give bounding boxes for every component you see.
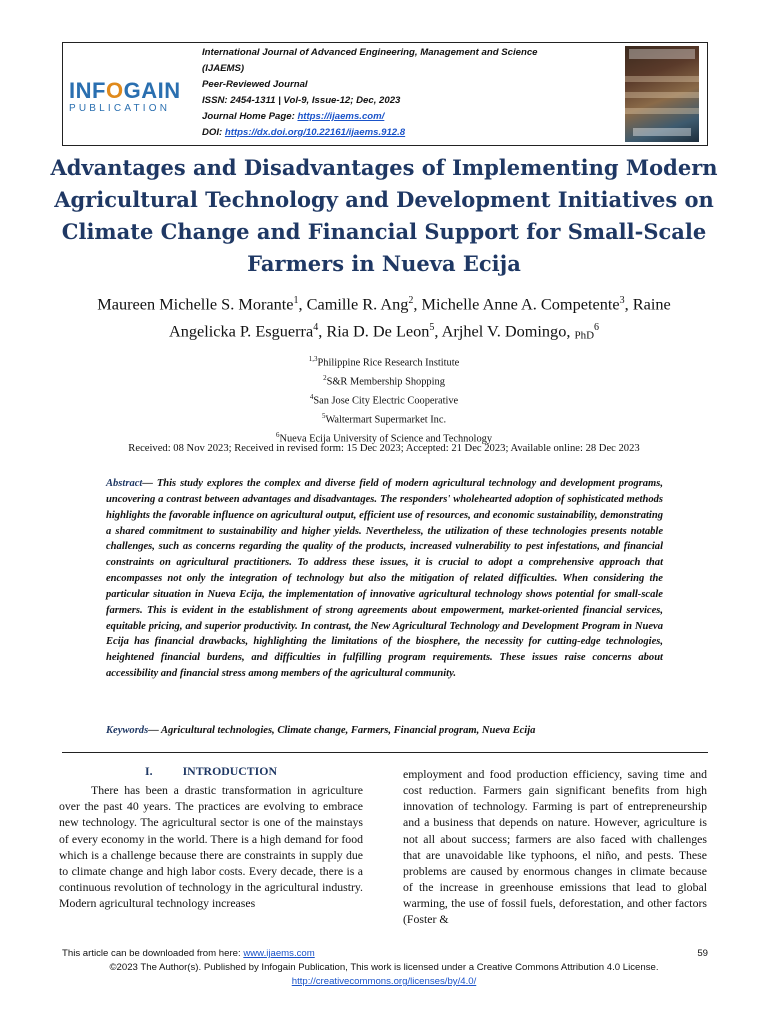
footer-license-link-row: [40, 976, 728, 988]
affiliations: [100, 352, 668, 447]
logo-subtitle: PUBLICATION: [69, 103, 171, 114]
affiliation: $^4$San Jose City Electric Cooperative: [309, 393, 459, 407]
author-list: Maureen Michelle S. Morante$^1$, Camille R. Ang$^2$, Michelle Anne A. Competente$^3$, Raine Angelicka P. Esguerra$^4$, Ria D. De Leon$^5$, Arjhel V. Domingo, PhD$^6$: [97, 294, 671, 342]
section-heading: I. INTRODUCTION: [145, 764, 277, 778]
journal-info: [202, 45, 612, 141]
body-column-left: [59, 763, 363, 911]
issn: ISSN: 2454-1311 | Vol-9, Issue-12; Dec, 2023: [202, 95, 401, 106]
keywords: Keywords— Agricultural technologies, Climate change, Farmers, Financial program, Nueva Ecija: [106, 725, 536, 736]
affiliation: $^2$S&R Membership Shopping: [323, 374, 445, 388]
homepage-line: Journal Home Page: https://ijaems.com/: [202, 111, 385, 122]
journal-name: International Journal of Advanced Engineering, Management and Science: [202, 47, 538, 58]
footer-download: This article can be downloaded from here: www.ijaems.com 59: [62, 948, 708, 959]
journal-website-link[interactable]: www.ijaems.com: [243, 948, 315, 959]
body-column-right: [403, 766, 707, 928]
license-link[interactable]: http://creativecommons.org/licenses/by/4.0/: [291, 976, 477, 987]
abstract: Abstract— This study explores the complex and diverse field of modern agricultural technology and development programs, uncovering a contrast between advantages and disadvantages. The responders' wholehearted adoption of sophisticated methods highlights the favorable influence on agricultural output, efficient use of resources, and economic sustainability, demonstrating a shared commitment to sustainability and higher yields. Nevertheless, the utilization of these technologies presents notable challenges, such as concerns regarding the quality of the products, increased vulnerability to pest infestations, and financial constraints on agricultural practitioners. To address these issues, it is crucial to adopt a comprehensive approach that encompasses not only the integration of technology but also the mitigation of related difficulties. When considering the particular situation in Nueva Ecija, the implementation of innovative agricultural technology shows potential for small-scale farmers. This is evident in the establishment of strong agreements about empowerment, market-oriented financial services, equitable pricing, and superior productivity. In contrast, the New Agricultural Technology and Development Program in Nueva Ecija has financial drawbacks, highlighting the limitations of the biosphere, the necessity for cutting-edge technologies, heightened financial burdens, and difficulties in fulfilling program requirements. These issues raise concerns about accessibility and financial stress among members of the agricultural community.: [106, 478, 663, 680]
doi-link[interactable]: https://dx.doi.org/10.22161/ijaems.912.8: [224, 127, 406, 138]
infogain-logo: [69, 79, 191, 119]
logo-wordmark: INFOGAIN: [69, 78, 181, 103]
affiliation: $^6$Nueva Ecija University of Science and Technology: [275, 431, 493, 445]
keywords-text: Agricultural technologies, Climate change, Farmers, Financial program, Nueva Ecija: [161, 725, 536, 736]
journal-cover-image: [625, 46, 699, 142]
journal-header: [62, 42, 708, 146]
peer-reviewed: Peer-Reviewed Journal: [202, 79, 308, 90]
keywords-label: Keywords: [106, 725, 149, 736]
homepage-link[interactable]: https://ijaems.com/: [297, 111, 385, 122]
affiliation: $^{1,3}$Philippine Rice Research Institute: [308, 355, 460, 369]
intro-paragraph: There has been a drastic transformation in agriculture over the past 40 years. The practices are evolving to embrace new technology. The agricultural sector is one of the mainstays of every economy in the world. There is a high demand for food which is a challenge because there are constraints in supply due to climate change and high labor costs. Every decade, there is a continuous revolution of technology in the agricultural industry. Modern agricultural technology increases: [59, 783, 363, 911]
paper-title: Advantages and Disadvantages of Implementing Modern Agricultural Technology and Development Initiatives on Climate Change and Financial Support for Small-Scale Farmers in Nueva Ecija: [50, 155, 718, 276]
journal-abbrev: (IJAEMS): [202, 63, 245, 74]
affiliation: $^5$Waltermart Supermarket Inc.: [321, 412, 447, 426]
publication-dates: Received: 08 Nov 2023; Received in revised form: 15 Dec 2023; Accepted: 21 Dec 2023; Available online: 28 Dec 2023: [128, 443, 640, 454]
doi-line: DOI: https://dx.doi.org/10.22161/ijaems.912.8: [202, 127, 406, 138]
footer-license: ©2023 The Author(s). Published by Infogain Publication, This work is licensed under a Creative Commons Attribution 4.0 License.: [109, 962, 659, 973]
abstract-label: Abstract: [106, 478, 143, 489]
abstract-text: This study explores the complex and diverse field of modern agricultural technology and development programs, uncovering a contrast between advantages and disadvantages. The responders' wholehearted adoption of sophisticated methods highlights the favorable influence on agricultural output, efficient use of resources, and economic sustainability, demonstrating a shared commitment to sustainability and higher yields. Nevertheless, the utilization of these technologies presents notable challenges, such as concerns regarding the quality of the products, increased vulnerability to pest infestations, and financial constraints on agricultural practitioners. To address these issues, it is crucial to adopt a comprehensive approach that encompasses not only the integration of technology but also the mitigation of related difficulties. When considering the particular situation in Nueva Ecija, the implementation of innovative agricultural technology shows potential for small-scale farmers. This is evident in the establishment of strong agreements about empowerment, market-oriented financial services, equitable pricing, and superior productivity. In contrast, the New Agricultural Technology and Development Program in Nueva Ecija has financial drawbacks, highlighting the limitations of the biosphere, the necessity for cutting-edge technologies, heightened financial burdens, and difficulties in fulfilling program requirements. These issues raise concerns about accessibility and financial stress among members of the agricultural community.: [106, 478, 663, 680]
page-number: 59: [697, 948, 708, 959]
section-divider: [62, 752, 708, 753]
intro-paragraph-continued: employment and food production efficiency, saving time and cost reduction. Farmers gain significant benefits from high innovation of technology. Farming is part of entrepreneurship and a business that depends on nature. However, agriculture is not all about success; farmers are also faced with challenges that are unavoidable like typhoons, el niño, and pests. These problems are caused by enormous changes in climate because of the increase in greenhouse emissions that lead to global warming, the use of fossil fuels, deforestation, and other factors (Foster &: [403, 767, 707, 927]
